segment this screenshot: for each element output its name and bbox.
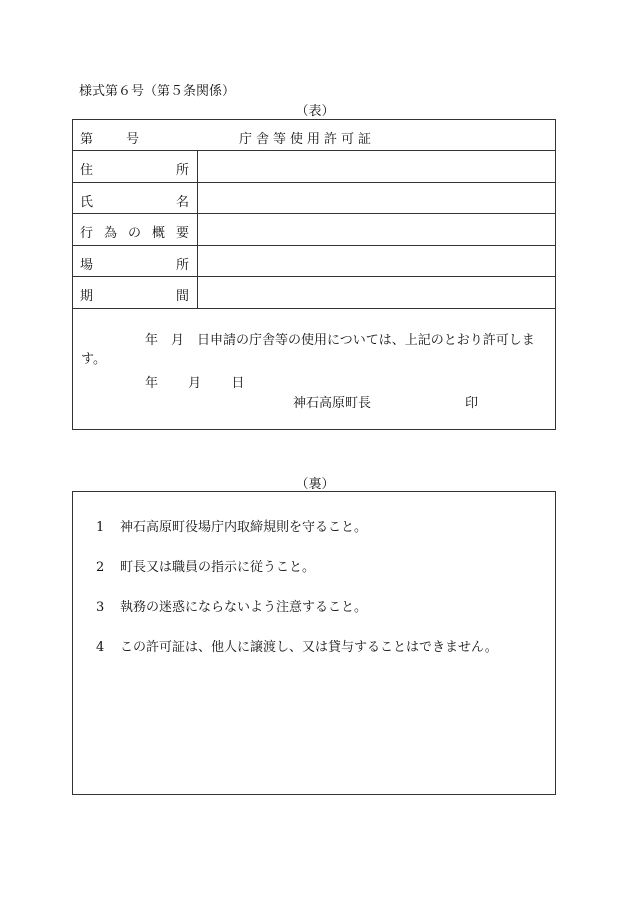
issue-date xyxy=(145,372,270,391)
period-label-char-1: 期 xyxy=(80,289,94,304)
name-label-char-1: 氏 xyxy=(80,195,94,210)
address-row xyxy=(73,151,555,183)
address-label-char-2: 所 xyxy=(175,163,189,178)
statement-line-1: 年 月 日申請の庁舎等の使用については、上記のとおり許可しま xyxy=(145,333,535,348)
permit-number-suffix: 号 xyxy=(126,132,140,147)
place-row xyxy=(73,246,555,277)
name-row xyxy=(73,183,555,214)
name-label xyxy=(73,183,198,213)
back-label: （裏） xyxy=(295,477,335,492)
activity-summary-row xyxy=(73,214,555,246)
period-row xyxy=(73,277,555,309)
rule-text: 執務の迷惑にならないよう注意すること。 xyxy=(120,600,368,615)
seal-mark: 印 xyxy=(465,396,479,411)
permit-number-prefix: 第 xyxy=(80,132,94,147)
activity-label-char-3: の xyxy=(127,226,141,241)
period-label xyxy=(73,277,198,308)
rule-number: 3 xyxy=(96,600,105,615)
rule-number: 1 xyxy=(96,520,105,535)
statement-line-2: す。 xyxy=(81,352,106,367)
permit-title: 庁舎等使用許可証 xyxy=(239,132,376,147)
place-label-char-2: 所 xyxy=(175,258,189,273)
back-rules-box xyxy=(72,491,556,795)
activity-label-char-1: 行 xyxy=(80,226,94,241)
issue-date-month: 月 xyxy=(188,376,202,391)
address-label xyxy=(73,151,198,182)
form-reference: 様式第６号（第５条関係） xyxy=(79,84,236,99)
rule-number: 4 xyxy=(96,640,105,655)
permission-statement xyxy=(81,331,547,369)
activity-label-char-4: 概 xyxy=(151,226,165,241)
name-label-char-2: 名 xyxy=(175,195,189,210)
rule-item xyxy=(96,636,498,655)
rule-item xyxy=(96,596,367,615)
issue-date-day: 日 xyxy=(231,376,245,391)
title-row xyxy=(73,120,555,151)
front-label: （表） xyxy=(295,104,335,119)
period-label-char-2: 間 xyxy=(175,289,189,304)
rule-text: この許可証は、他人に譲渡し、又は貸与することはできません。 xyxy=(120,640,498,655)
permission-statement-section xyxy=(73,309,555,429)
rule-text: 神石高原町役場庁内取締規則を守ること。 xyxy=(120,520,368,535)
issue-date-year: 年 xyxy=(145,376,159,391)
address-label-char-1: 住 xyxy=(80,163,94,178)
front-permit-table xyxy=(72,119,556,430)
activity-summary-label xyxy=(73,214,198,245)
rule-item xyxy=(96,516,367,535)
issuer-name: 神石高原町長 xyxy=(293,396,372,411)
place-label-char-1: 場 xyxy=(80,258,94,273)
place-label xyxy=(73,246,198,276)
rule-number: 2 xyxy=(96,560,105,575)
rule-item xyxy=(96,556,315,575)
activity-label-char-5: 要 xyxy=(175,226,189,241)
rule-text: 町長又は職員の指示に従うこと。 xyxy=(120,560,316,575)
activity-label-char-2: 為 xyxy=(103,226,117,241)
